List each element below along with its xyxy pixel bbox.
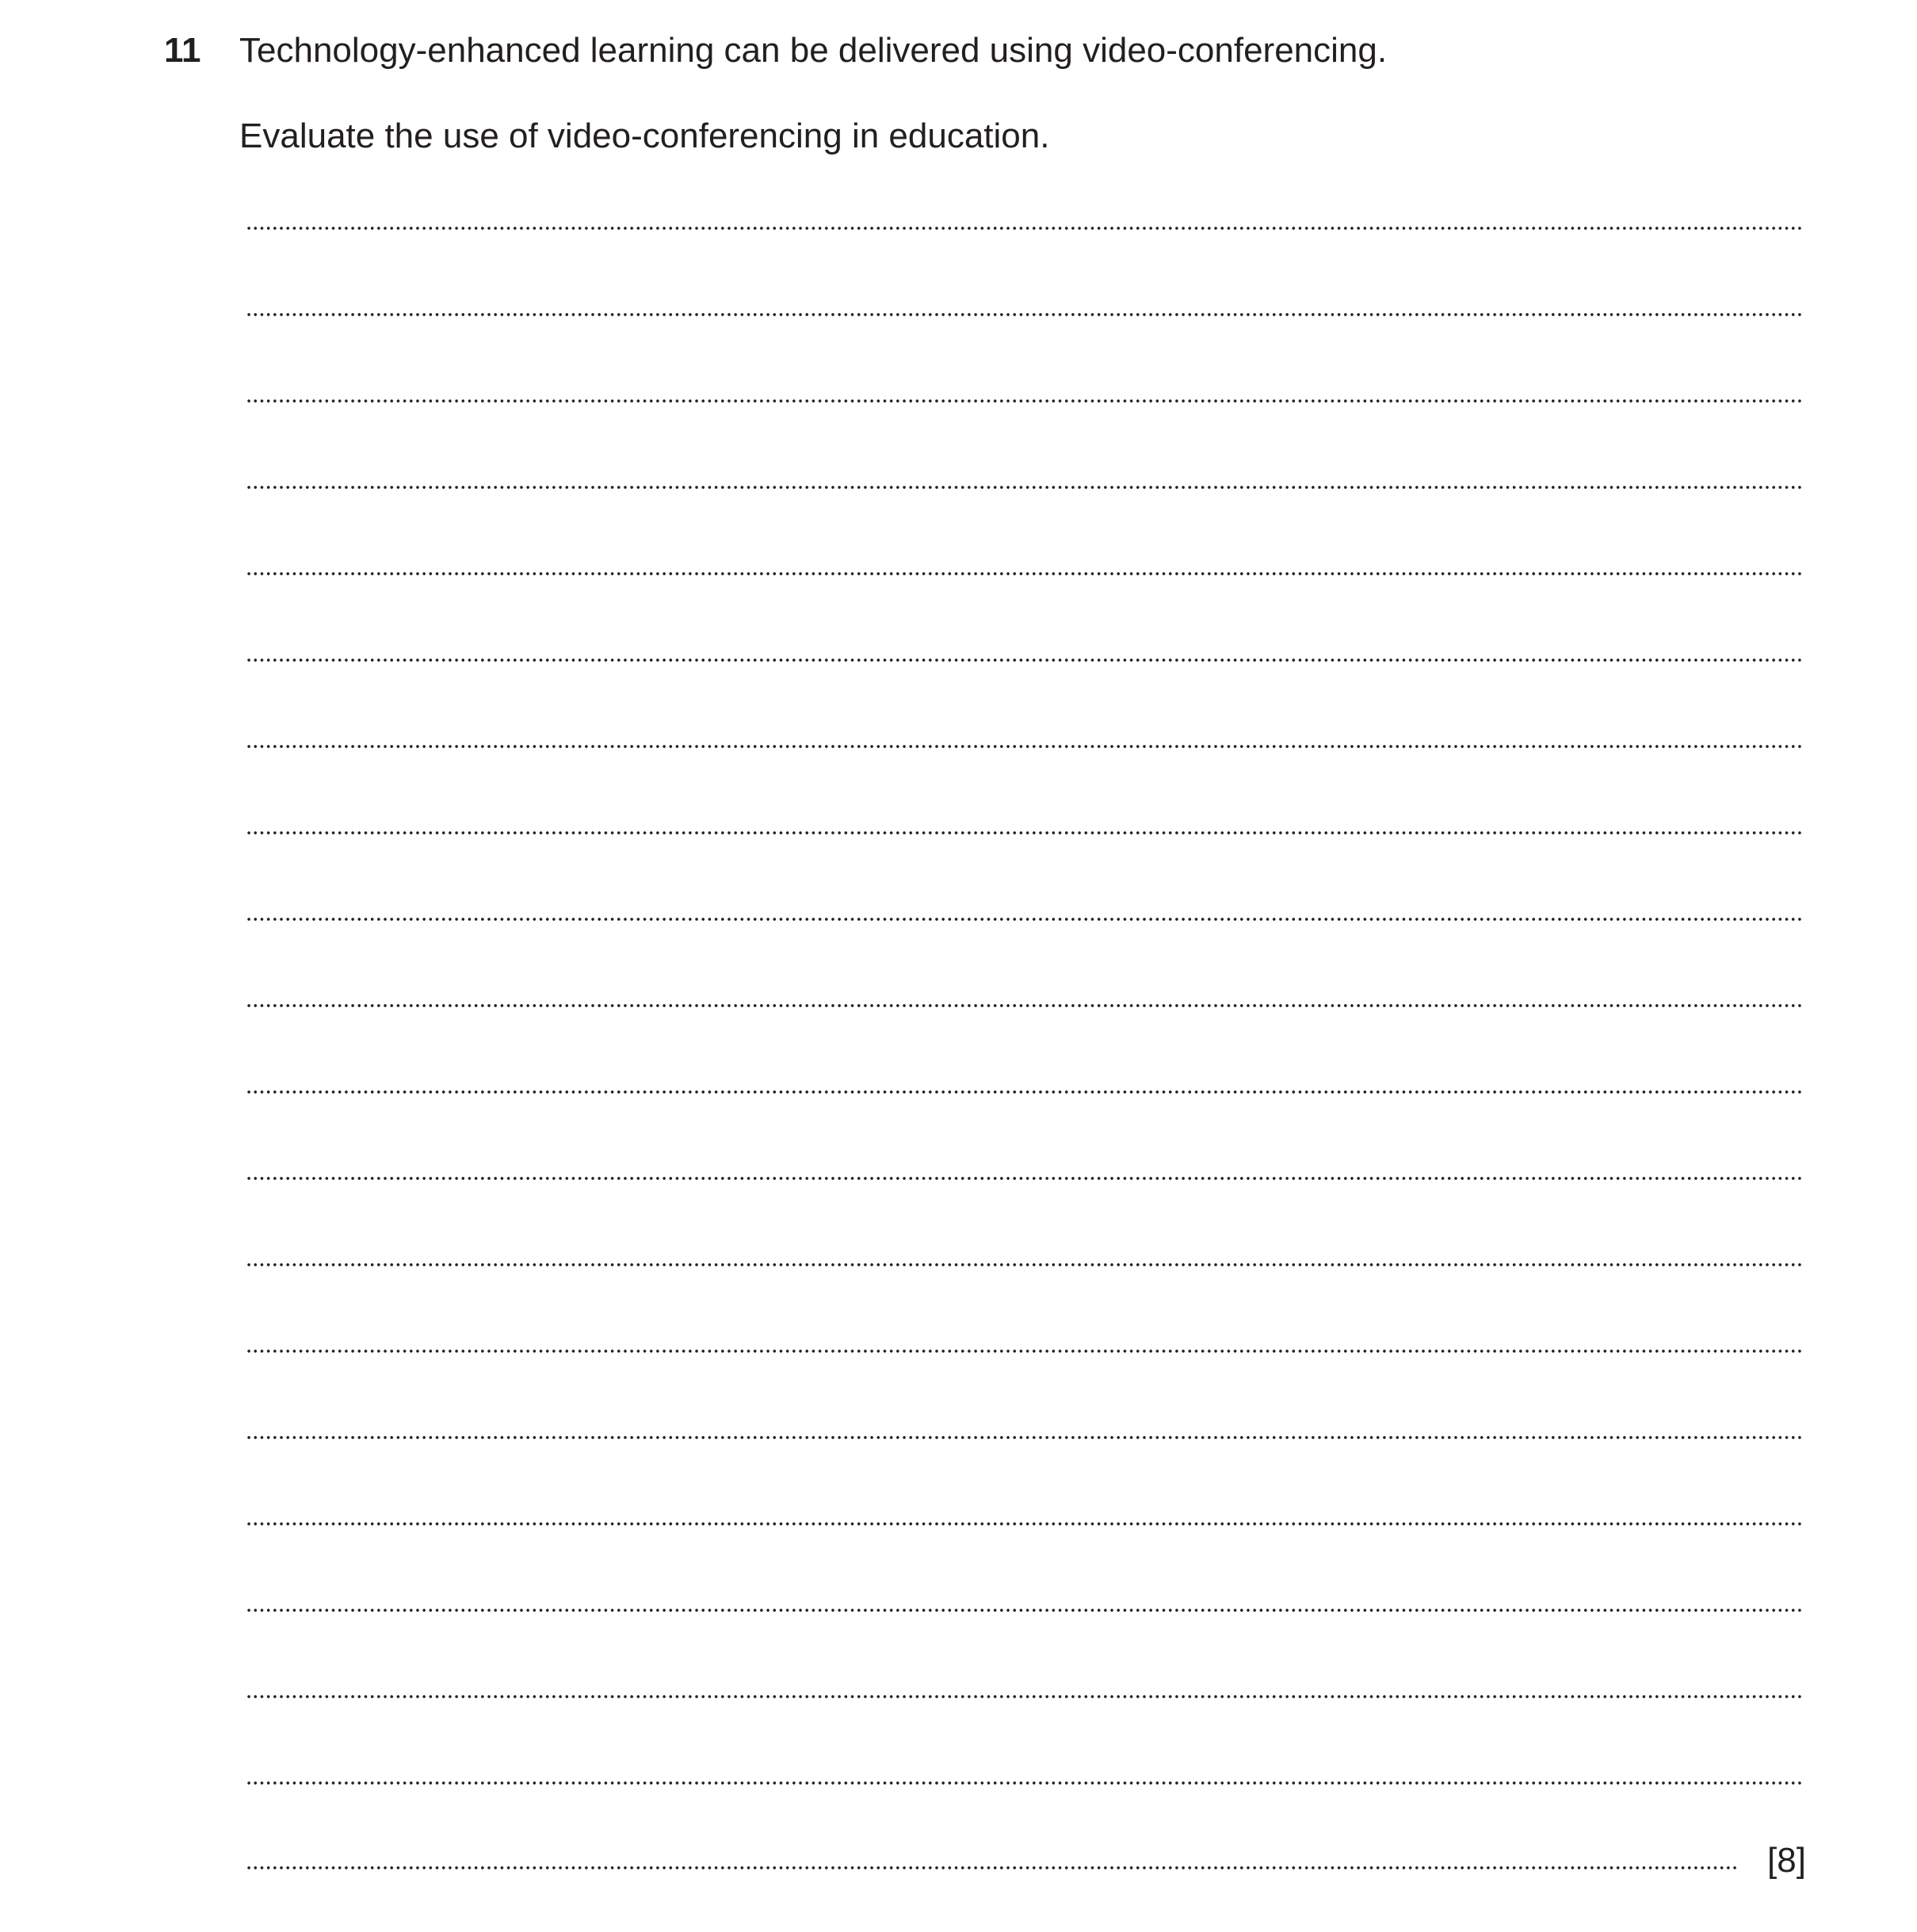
answer-line[interactable] (246, 399, 1803, 403)
answer-line[interactable] (246, 745, 1803, 748)
answer-line[interactable] (246, 1177, 1803, 1180)
answer-line[interactable] (246, 1781, 1803, 1785)
answer-line-last[interactable] (246, 1866, 1739, 1869)
answer-line[interactable] (246, 1263, 1803, 1266)
answer-line[interactable] (246, 1436, 1803, 1439)
answer-line[interactable] (246, 1004, 1803, 1007)
answer-line[interactable] (246, 1090, 1803, 1094)
question-text: Technology-enhanced learning can be delivered using video-conferencing. (239, 31, 1388, 70)
answer-line[interactable] (246, 227, 1803, 230)
answer-line[interactable] (246, 918, 1803, 921)
answer-line[interactable] (246, 1609, 1803, 1612)
answer-line[interactable] (246, 1522, 1803, 1525)
answer-line[interactable] (246, 313, 1803, 316)
answer-line[interactable] (246, 486, 1803, 489)
answer-area[interactable] (246, 0, 1803, 1932)
marks-label: [8] (1767, 1841, 1806, 1880)
question-instruction: Evaluate the use of video-conferencing in education. (239, 116, 1050, 155)
answer-line[interactable] (246, 1350, 1803, 1353)
answer-line[interactable] (246, 831, 1803, 834)
answer-line[interactable] (246, 659, 1803, 662)
answer-line[interactable] (246, 1695, 1803, 1698)
answer-line[interactable] (246, 572, 1803, 575)
question-number: 11 (164, 31, 201, 70)
